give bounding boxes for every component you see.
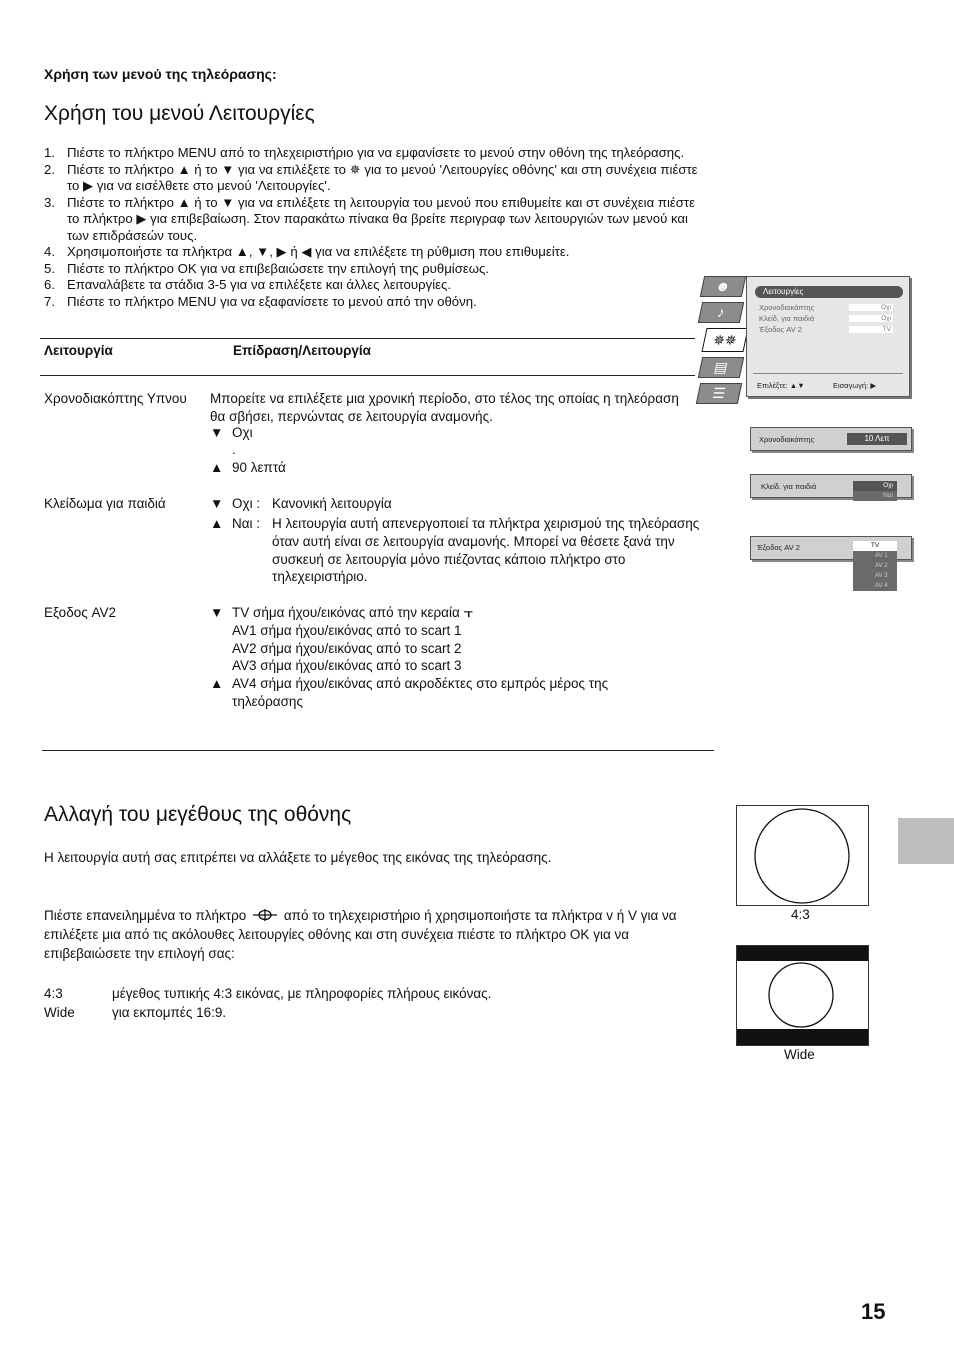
instructions-part-a: Πιέστε επανειλημμένα το πλήκτρο [44,908,247,923]
figure-43-screen [736,805,869,906]
av2-list-tv[interactable]: TV [853,541,897,551]
av2-option-tv-label: TV σήμα ήχου/εικόνας από την κεραία [232,605,460,620]
star-features-icon: ✵✵ [701,328,748,352]
sleep-option-max [210,459,286,477]
list-icon: ☰ [696,383,742,404]
figure-43-caption: 4:3 [791,907,810,922]
sleep-option-max-label: 90 λεπτά [232,460,286,475]
child-lock-on-key: Ναι : [232,516,261,531]
step-item [44,294,704,311]
timer-bar-value[interactable]: 10 Λεπ [847,433,907,445]
av2-list-av1[interactable]: AV 1 [875,553,888,559]
av2-option-av3: AV3 σήμα ήχου/εικόνας από το scart 3 [232,658,462,673]
step-text: Πιέστε το πλήκτρο MENU από το τηλεχειριστήριο για να εμφανίσετε το μενού στην οθόνη της τηλεόρασης. [67,145,685,160]
screen-size-intro: Η λειτουργία αυτή σας επιτρέπει να αλλάξετε το μέγεθος της εικόνας της τηλεόρασης. [44,850,552,865]
antenna-icon: ⫟ [463,604,474,621]
step-number: 5. [44,260,55,276]
section-tab-marker [898,818,954,864]
step-number: 2. [44,161,55,177]
av2-option-av4 [210,675,680,711]
timer-bar [750,427,912,451]
step-text: Πιέστε το πλήκτρο ▲ ή το ▼ για να επιλέξετε τη λειτουργία του μενού που επιθυμείτε και στ συνέχεια πιέστε το πλήκτρο ▶ για επιβεβαίωση. Στον παρακάτω πίνακα θα βρείτε περιγραφ των λειτουργιών των μενού και των επιδράσεών τους. [67,194,696,243]
step-number: 6. [44,277,55,292]
mode-key-wide: Wide [44,1005,75,1020]
av2-bar [750,536,912,589]
step-text: Πιέστε το πλήκτρο ▲ ή το ▼ για να επιλέξετε το ✵ για το μενού 'Λειτουργίες οθόνης' και στη συνέχεια πιέστε το ▶ για να εισέλθετε στο μενού 'Λειτουργίες'. [67,161,698,193]
menu-panel-divider [753,373,903,374]
menu-item-av2[interactable]: Έξοδος AV 2 [759,325,802,334]
mode-desc-43: μέγεθος τυπικής 4:3 εικόνας, με πληροφορίες πλήρους εικόνας. [112,986,492,1001]
menu-panel-title: Λειτουργίες [755,286,903,298]
figure-wide-screen [736,945,869,1046]
step-number: 1. [44,145,55,160]
step-item [44,195,704,245]
child-lock-off-text: Κανονική λειτουργία [272,496,392,511]
child-lock-option-off [210,495,392,513]
step-item [44,261,704,278]
up-arrow-icon: ▲ [210,676,224,691]
row-desc-sleep-timer [210,390,695,425]
av2-list-av4[interactable]: AV 4 [875,583,888,589]
step-number: 4. [44,244,55,259]
step-text: Χρησιμοποιήστε τα πλήκτρα ▲, ▼, ▶ ή ◀ για να επιλέξετε τη ρύθμιση που επιθυμείτε. [67,244,570,259]
menu-value-av2: TV [849,326,893,333]
av2-option-tv [210,604,473,622]
row-name-child-lock: Κλείδωμα για παιδιά [44,496,166,511]
folder-icon: ▤ [698,357,744,378]
child-lock-off-key: Οχι : [232,496,261,511]
menu-footer-select: Επιλέξτε: ▲▼ [757,381,805,390]
child-lock-on-text: Η λειτουργία αυτή απενεργοποιεί τα πλήκτρα χειρισμού της τηλεόρασης όταν αυτή είναι σε λειτουργία αναμονής. Μπορεί να θέσετε ξανά την συσκευή σε λειτουργία μόνο πιέζοντας κάποιο πλήκτρο στο τηλεχειριστήριο. [272,516,700,585]
row-name-sleep-timer: Χρονοδιακόπτης Υπνου [44,391,187,406]
table-top-rule [40,338,695,339]
features-menu-panel [746,276,910,397]
menu-item-child-lock[interactable]: Κλείδ. για παιδιά [759,314,815,323]
table-bottom-rule [42,750,714,751]
down-arrow-icon: ▼ [210,605,224,620]
step-item [44,145,704,162]
step-text: Πιέστε το πλήκτρο OK για να επιβεβαιώσετε την επιλογή της ρυθμίσεως. [67,260,490,276]
child-lock-bar [750,474,912,498]
table-header-function: Λειτουργία [44,343,113,358]
steps-list [44,145,704,310]
av2-option-av1: AV1 σήμα ήχου/εικόνας από το scart 1 [232,623,462,638]
sleep-option-min [210,424,253,442]
child-lock-bar-label: Κλείδ. για παιδιά [761,482,817,491]
menu-value-timer: Οχι [849,304,893,311]
av2-option-av4-label: AV4 σήμα ήχου/εικόνας από ακροδέκτες στο εμπρός μέρος της τηλεόρασης [232,676,609,709]
section-label: Χρήση των μενού της τηλεόρασης: [44,66,277,82]
mode-desc-wide: για εκπομπές 16:9. [112,1005,227,1020]
screen-size-instructions [44,906,716,963]
figure-wide-graphic [737,946,868,1045]
child-lock-value-off[interactable]: Οχι [853,481,897,491]
child-lock-value-on[interactable]: Ναι [853,491,897,501]
menu-footer-enter: Εισαγωγή: ▶ [833,381,877,390]
step-number: 7. [44,293,55,309]
sleep-option-dot: . [232,442,236,457]
figure-wide-caption: Wide [784,1047,815,1062]
down-arrow-icon: ▼ [210,425,224,440]
step-item [44,244,704,261]
mode-key-43: 4:3 [44,986,63,1001]
av2-list-av2[interactable]: AV 2 [875,563,888,569]
av2-bar-label: Έξοδος AV 2 [757,543,800,552]
step-item [44,277,704,294]
table-header-effect: Επίδραση/Λειτουργία [233,343,371,358]
down-arrow-icon: ▼ [210,496,224,511]
av2-option-list [853,541,897,591]
step-item [44,162,704,195]
section-heading-screen-size: Αλλαγή του μεγέθους της οθόνης [44,803,352,826]
step-number: 3. [44,194,55,210]
page-number: 15 [861,1299,886,1324]
menu-item-timer[interactable]: Χρονοδιακόπτης [759,303,815,312]
person-icon: ☻ [700,276,746,297]
page-title: Χρήση του μενού Λειτουργίες [44,102,315,125]
menu-value-child-lock: Οχι [849,315,893,322]
music-note-icon: ♪ [698,302,744,323]
sleep-timer-description: Μπορείτε να επιλέξετε μια χρονική περίοδο, στο τέλος της οποίας η τηλεόραση θα σβήσει, περνώντας σε λειτουργία αναμονής. [210,391,679,424]
av2-option-av2: AV2 σήμα ήχου/εικόνας από το scart 2 [232,641,462,656]
figure-43-circle [737,806,868,905]
timer-bar-label: Χρονοδιακόπτης [759,435,815,444]
instructions-part-b: από το τηλεχειριστήριο ή χρησιμοποιήστε τα πλήκτρα v ή V για να επιλέξετε μια από τις ακόλουθες λειτουργίες οθόνης και στη συνέχεια πιέστε το πλήκτρο OK για να επιβεβαιώσετε την επιλογή σας: [44,908,677,961]
menu-icon-column [698,276,742,409]
table-header-rule [40,375,695,376]
up-arrow-icon: ▲ [210,516,224,531]
step-text: Πιέστε το πλήκτρο MENU για να εξαφανίσετε το μενού από την οθόνη. [67,293,477,309]
up-arrow-icon: ▲ [210,460,224,475]
av2-list-av3[interactable]: AV 3 [875,573,888,579]
screen-format-icon [252,908,278,922]
sleep-option-min-label: Οχι [232,425,253,440]
row-name-av2-output: Εξοδος AV2 [44,605,116,620]
child-lock-option-on [210,515,700,586]
step-text: Επαναλάβετε τα στάδια 3-5 για να επιλέξετε και άλλες λειτουργίες. [67,277,452,292]
